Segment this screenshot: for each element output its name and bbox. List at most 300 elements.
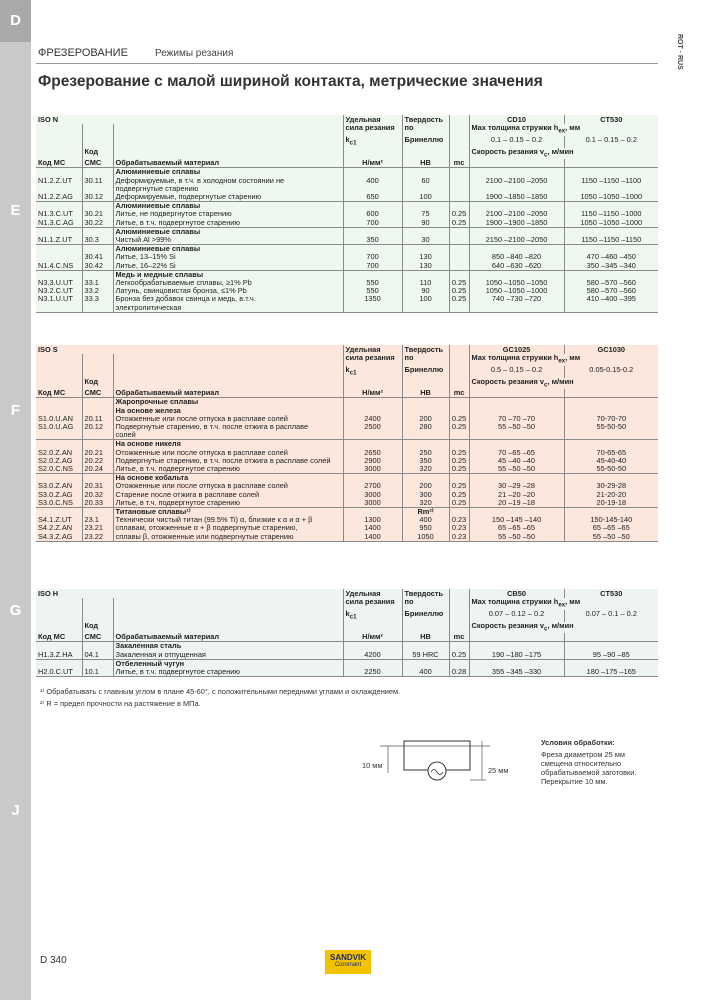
table-row (36, 457, 658, 465)
material-name: Литье, в т.ч. подвергнутое старению (113, 465, 343, 474)
material-code: S2.0.Z.AN (36, 449, 82, 457)
mc-value: 0.25 (449, 287, 469, 295)
group-title: На основе никеля (113, 440, 343, 449)
group-row (36, 168, 658, 177)
header-row (36, 345, 658, 354)
spec-force-header (343, 354, 402, 366)
spec-force-header (343, 366, 402, 378)
specific-cutting-force: 2250 (343, 668, 402, 677)
speed-grade-2: 55 –50 –50 (564, 533, 658, 542)
material-code: S2.0.Z.AG (36, 457, 82, 465)
material-code (36, 253, 82, 261)
speed-grade-2: 580 –570 –560 (564, 279, 658, 287)
table-row (36, 304, 658, 313)
specific-cutting-force: 3000 (343, 491, 402, 499)
spec-force-header (343, 136, 402, 148)
hardness-note (402, 227, 449, 236)
group-row (36, 245, 658, 254)
specific-cutting-force: 2500 (343, 423, 402, 431)
cmc-header: СМС (82, 159, 113, 168)
section-title: ФРЕЗЕРОВАНИЕ (38, 47, 128, 59)
speed-grade-1: 55 –50 –50 (469, 423, 564, 431)
speed-grade-2: 1050 –1050 –1000 (564, 193, 658, 202)
spec-symbol: k (345, 135, 350, 144)
table-row (36, 287, 658, 295)
footnote-1: ¹⁾ Обрабатывать с главным углом в плане 45-60°, с положительными передними углами и охлаждением. (40, 687, 401, 696)
spec-line: Удельная (345, 345, 381, 354)
table-row (36, 279, 658, 287)
table-row (36, 295, 658, 303)
group-row (36, 508, 658, 517)
specific-cutting-force: 3000 (343, 465, 402, 474)
material-name: Технически чистый титан (99.5% Ti) α, близкие к α и α + β (113, 516, 343, 524)
material-code: N1.4.C.NS (36, 262, 82, 271)
mc-value: 0.25 (449, 210, 469, 218)
spec-sub: c1 (349, 369, 357, 377)
hardness-note (402, 270, 449, 279)
iso-label: ISO H (36, 589, 343, 598)
material-code: S3.0.Z.AN (36, 482, 82, 490)
specific-cutting-force: 350 (343, 236, 402, 245)
table-row (36, 415, 658, 423)
specific-cutting-force: 2650 (343, 449, 402, 457)
sidebar-tab-f[interactable]: F (10, 402, 21, 419)
cutter-circle (428, 762, 446, 780)
cutting-speed-header (469, 378, 658, 390)
spec-force-header (343, 345, 402, 354)
vc-unit: , м/мин (547, 621, 574, 630)
hex-values-2: 0.1 – 0.15 – 0.2 (564, 136, 658, 148)
cmc-code: 30.42 (82, 262, 113, 271)
hex-values-1: 0.07 – 0.12 – 0.2 (469, 610, 564, 622)
group-title: Медь и медные сплавы (113, 270, 343, 279)
vc-sub: c (544, 381, 548, 389)
sidebar-tab-d[interactable]: D (10, 12, 21, 29)
hex-unit: , мм (565, 124, 581, 133)
vc-sub: c (544, 151, 548, 159)
hardness-header (402, 115, 449, 124)
grade-1-header: GC1025 (469, 345, 564, 354)
specific-cutting-force: 550 (343, 287, 402, 295)
vc-unit: , м/мин (547, 377, 574, 386)
table-row (36, 465, 658, 474)
header-row (36, 633, 658, 642)
speed-grade-2: 470 –460 –450 (564, 253, 658, 261)
material-name: Литье, в т.ч. подвергнутое старению (113, 219, 343, 228)
material-name: Литье, в т.ч. подвергнутое старению (113, 499, 343, 508)
cmc-code: 20.22 (82, 457, 113, 465)
milling-diagram (360, 738, 520, 788)
group-row (36, 227, 658, 236)
header-row (36, 366, 658, 378)
mc-value: 0.25 (449, 449, 469, 457)
iso-n-table (36, 115, 658, 313)
specific-cutting-force: 4200 (343, 651, 402, 660)
hardness-value: 950 (402, 524, 449, 532)
mc-header: mc (449, 389, 469, 398)
sidebar-tab-g[interactable]: G (9, 602, 22, 619)
hex-unit: , мм (565, 354, 581, 363)
material-code: N3.3.U.UT (36, 279, 82, 287)
hardness-line: по (404, 124, 414, 133)
speed-grade-2: 65 –65 –65 (564, 524, 658, 532)
hex-sub: ex (558, 601, 566, 609)
cmc-code: 20.21 (82, 449, 113, 457)
hardness-note (402, 202, 449, 211)
cmc-header: СМС (82, 633, 113, 642)
cmc-code: 30.22 (82, 219, 113, 228)
hardness-note (402, 407, 449, 415)
hardness-line: Твердость (404, 589, 444, 598)
speed-grade-1: 55 –50 –50 (469, 533, 564, 542)
vc-unit: , м/мин (547, 147, 574, 156)
material-name: Литье, 16–22% Si (113, 262, 343, 271)
spec-line: сила резания (345, 354, 395, 363)
vc-text: Скорость резания v (471, 621, 545, 630)
material-code: N3.1.U.UT (36, 295, 82, 303)
mc-value (449, 193, 469, 202)
table-row (36, 262, 658, 271)
speed-grade-2: 45-40-40 (564, 457, 658, 465)
conditions-line: смещена относительно (541, 759, 622, 768)
specific-cutting-force: 1300 (343, 516, 402, 524)
speed-grade-1: 850 –840 –820 (469, 253, 564, 261)
speed-grade-1: 740 –730 –720 (469, 295, 564, 303)
specific-cutting-force: 700 (343, 262, 402, 271)
material-code: S1.0.U.AG (36, 423, 82, 431)
table-row (36, 253, 658, 261)
material-name: Бронза без добавок свинца и медь, в.т.ч. (113, 295, 343, 303)
cmc-code: 23.22 (82, 533, 113, 542)
hex-text: Max толщина стружки h (471, 124, 559, 133)
mc-value: 0.25 (449, 457, 469, 465)
speed-grade-2: 1050 –1050 –1000 (564, 219, 658, 228)
cmc-code: 20.11 (82, 415, 113, 423)
specific-cutting-force: 550 (343, 279, 402, 287)
hardness-value: 300 (402, 491, 449, 499)
hardness-unit-header: HB (402, 159, 449, 168)
vc-sub: c (544, 625, 548, 633)
specific-cutting-force: 2700 (343, 482, 402, 490)
speed-grade-2: 21-20-20 (564, 491, 658, 499)
speed-grade-1: 190 –180 –175 (469, 651, 564, 660)
iso-h-table (36, 589, 658, 677)
material-name: Старение после отжига в расплаве солей (113, 491, 343, 499)
blank-cell (449, 115, 469, 124)
hardness-header (402, 366, 449, 378)
table-row (36, 668, 658, 677)
table-row (36, 236, 658, 245)
cmc-code: 30.11 (82, 177, 113, 185)
spec-line: Удельная (345, 589, 381, 598)
header-row (36, 115, 658, 124)
table-row (36, 516, 658, 524)
cmc-code: 33.3 (82, 295, 113, 303)
hardness-value: 75 (402, 210, 449, 218)
speed-grade-2: 95 –90 –85 (564, 651, 658, 660)
mc-header: mc (449, 159, 469, 168)
mc-value: 0.25 (449, 423, 469, 431)
hardness-note (402, 659, 449, 668)
spec-force-header (343, 115, 402, 124)
mc-value (449, 253, 469, 261)
material-name: Деформируемые, в т.ч. в холодном состоянии не (113, 177, 343, 185)
material-code: S4.2.Z.AN (36, 524, 82, 532)
material-name: Литье, не подвергнутое старению (113, 210, 343, 218)
material-name: сплавы β, отожженные или подвергнутые старению (113, 533, 343, 542)
code-header: Код МС (36, 159, 82, 168)
footnote-2: ²⁾ R = предел прочности на растяжение в МПа. (40, 699, 201, 708)
hardness-header (402, 598, 449, 610)
speed-grade-1: 2100 –2100 –2050 (469, 177, 564, 185)
specific-cutting-force: 700 (343, 219, 402, 228)
table-row (36, 177, 658, 185)
cmc-code: 23.21 (82, 524, 113, 532)
group-title: Титановые сплавы¹⁾ (113, 508, 343, 517)
conditions-line: Фреза диаметром 25 мм (541, 750, 625, 759)
speed-grade-1: 150 –145 –140 (469, 516, 564, 524)
cmc-code: 30.41 (82, 253, 113, 261)
speed-grade-1: 21 –20 –20 (469, 491, 564, 499)
specific-cutting-force: 1400 (343, 524, 402, 532)
hex-values-2: 0.07 – 0.1 – 0.2 (564, 610, 658, 622)
speed-grade-2: 350 –345 –340 (564, 262, 658, 271)
material-name: Чистый Al >99% (113, 236, 343, 245)
spec-sub: c1 (349, 139, 357, 147)
iso-s-table (36, 345, 658, 542)
grade-1-header: CB50 (469, 589, 564, 598)
material-header: Обрабатываемый материал (113, 159, 343, 168)
hardness-line: Бринеллю (404, 365, 444, 374)
specific-cutting-force: 650 (343, 193, 402, 202)
group-title: Отбеленный чугун (113, 659, 343, 668)
group-title: Алюминиевые сплавы (113, 168, 343, 177)
spec-force-header (343, 598, 402, 610)
force-unit-header: Н/мм² (343, 389, 402, 398)
header-row (36, 378, 658, 390)
hardness-line: по (404, 598, 414, 607)
hardness-value: 60 (402, 177, 449, 185)
table-row (36, 219, 658, 228)
cmc-code: 20.12 (82, 423, 113, 431)
mc-header: mc (449, 633, 469, 642)
hardness-value: 320 (402, 499, 449, 508)
mc-value: 0.23 (449, 524, 469, 532)
speed-grade-1: 55 –50 –50 (469, 465, 564, 474)
material-name: Легкообрабатываемые сплавы, ≥1% Pb (113, 279, 343, 287)
header-row (36, 589, 658, 598)
sidebar (0, 0, 31, 1000)
table-row (36, 499, 658, 508)
group-row (36, 407, 658, 415)
hardness-value: 350 (402, 457, 449, 465)
grade-2-header: GC1030 (564, 345, 658, 354)
group-title: Алюминиевые сплавы (113, 245, 343, 254)
hardness-header (402, 610, 449, 622)
material-code: N1.2.Z.AG (36, 193, 82, 202)
cmc-code: 20.32 (82, 491, 113, 499)
mc-value: 0.25 (449, 491, 469, 499)
chip-thickness-header (469, 598, 658, 610)
hex-text: Max толщина стружки h (471, 598, 559, 607)
hardness-value: 400 (402, 668, 449, 677)
page-title: Фрезерование с малой шириной контакта, метрические значения (38, 73, 543, 90)
specific-cutting-force: 2400 (343, 415, 402, 423)
specific-cutting-force: 2900 (343, 457, 402, 465)
table-row (36, 651, 658, 660)
speed-grade-2: 180 –175 –165 (564, 668, 658, 677)
code-header: Код МС (36, 389, 82, 398)
material-code: N1.1.Z.UT (36, 236, 82, 245)
spec-line: сила резания (345, 124, 395, 133)
specific-cutting-force: 1400 (343, 533, 402, 542)
diagram-label-25: 25 мм (488, 766, 509, 775)
speed-grade-2: 1150 –1150 –1100 (564, 177, 658, 185)
spec-force-header (343, 610, 402, 622)
hardness-note (402, 642, 449, 651)
table-row (36, 210, 658, 218)
material-code: S3.0.Z.AG (36, 491, 82, 499)
iso-label: ISO S (36, 345, 343, 354)
hardness-value: 110 (402, 279, 449, 287)
hardness-note (402, 474, 449, 483)
hardness-value: 200 (402, 415, 449, 423)
page-number: D 340 (40, 955, 67, 966)
cmc-code: 04.1 (82, 651, 113, 660)
sandvik-logo[interactable] (325, 950, 371, 974)
header-row (36, 159, 658, 168)
speed-grade-1: 20 –19 –18 (469, 499, 564, 508)
hardness-note (402, 440, 449, 449)
hardness-value: 100 (402, 295, 449, 303)
speed-grade-2: 410 –400 –395 (564, 295, 658, 303)
material-code: N1.3.C.UT (36, 210, 82, 218)
material-header: Обрабатываемый материал (113, 633, 343, 642)
speed-grade-1: 45 –40 –40 (469, 457, 564, 465)
speed-grade-2: 70-65-65 (564, 449, 658, 457)
specific-cutting-force: 600 (343, 210, 402, 218)
header-divider (36, 63, 658, 64)
specific-cutting-force: 700 (343, 253, 402, 261)
hardness-header (402, 354, 449, 366)
hardness-value: 320 (402, 465, 449, 474)
hardness-header (402, 345, 449, 354)
hardness-unit-header: HB (402, 389, 449, 398)
material-name: Отожженные или после отпуска в расплаве солей (113, 482, 343, 490)
group-row (36, 270, 658, 279)
cmc-code: 30.12 (82, 193, 113, 202)
speed-grade-1: 70 –70 –70 (469, 415, 564, 423)
code-header: Код МС (36, 633, 82, 642)
group-row (36, 474, 658, 483)
cmc-code: 20.33 (82, 499, 113, 508)
sidebar-tab-j[interactable]: J (11, 802, 20, 819)
group-row (36, 440, 658, 449)
speed-grade-1: 1900 –1900 –1850 (469, 219, 564, 228)
header-row (36, 610, 658, 622)
material-name: Подвергнутые старению, в т.ч. после отжига в расплаве (113, 423, 343, 431)
speed-grade-1: 2100 –2100 –2050 (469, 210, 564, 218)
cmc-code: 20.31 (82, 482, 113, 490)
chip-thickness-header (469, 354, 658, 366)
material-code: H1.3.Z.HA (36, 651, 82, 660)
vc-text: Скорость резания v (471, 377, 545, 386)
table-row (36, 491, 658, 499)
speed-grade-2: 1150 –1150 –1000 (564, 210, 658, 218)
hardness-value: 250 (402, 449, 449, 457)
material-code: H2.0.C.UT (36, 668, 82, 677)
cmc-code: 23.1 (82, 516, 113, 524)
hardness-value: 30 (402, 236, 449, 245)
hex-sub: ex (558, 127, 566, 135)
mc-value: 0.25 (449, 465, 469, 474)
cutting-speed-header (469, 622, 658, 634)
speed-grade-1: 30 –29 –28 (469, 482, 564, 490)
material-name: Литье, в т.ч. подвергнутое старению (113, 668, 343, 677)
cmc-header: Код (82, 378, 113, 390)
speed-grade-2: 30-29-28 (564, 482, 658, 490)
spec-force-header (343, 589, 402, 598)
mc-value: 0.25 (449, 279, 469, 287)
logo-line-2: Coromant (334, 962, 362, 968)
mc-value: 0.23 (449, 533, 469, 542)
table-row (36, 193, 658, 202)
hardness-line: Твердость (404, 345, 444, 354)
vc-text: Скорость резания v (471, 147, 545, 156)
hex-values-1: 0.5 – 0.15 – 0.2 (469, 366, 564, 378)
subsection-title: Режимы резания (155, 48, 234, 59)
group-title: Жаропрочные сплавы (113, 398, 343, 407)
mc-value: 0.25 (449, 295, 469, 303)
material-name: Закаленная и отпущенная (113, 651, 343, 660)
hex-values-1: 0.1 – 0.15 – 0.2 (469, 136, 564, 148)
hardness-note (402, 398, 449, 407)
hardness-value: 280 (402, 423, 449, 431)
speed-grade-1: 2150 –2100 –2050 (469, 236, 564, 245)
material-header: Обрабатываемый материал (113, 389, 343, 398)
hex-values-2: 0.05-0.15-0.2 (564, 366, 658, 378)
material-code: S2.0.C.NS (36, 465, 82, 474)
material-name: сплавам, отожженные α + β подвергнутые старению, (113, 524, 343, 532)
material-name: Отожженные или после отпуска в расплаве солей (113, 415, 343, 423)
cmc-code: 33.2 (82, 287, 113, 295)
speed-grade-2: 1150 –1150 –1150 (564, 236, 658, 245)
speed-grade-1: 1050 –1050 –1050 (469, 279, 564, 287)
hardness-value: 100 (402, 193, 449, 202)
header-row (36, 598, 658, 610)
speed-grade-2: 580 –570 –560 (564, 287, 658, 295)
mc-value: 0.25 (449, 499, 469, 508)
material-name: подвергнутые старению (113, 185, 343, 193)
hardness-line: по (404, 354, 414, 363)
mc-value (449, 236, 469, 245)
group-title: На основе железа (113, 407, 343, 415)
hardness-note (402, 245, 449, 254)
hardness-line: Твердость (404, 115, 444, 124)
material-code: N1.2.Z.UT (36, 177, 82, 185)
sidebar-tab-e[interactable]: E (10, 202, 21, 219)
iso-label: ISO N (36, 115, 343, 124)
mc-value: 0.25 (449, 651, 469, 660)
hardness-header (402, 124, 449, 136)
table-row (36, 482, 658, 490)
diagram-label-10: 10 мм (362, 761, 383, 770)
speed-grade-2: 55-50-50 (564, 423, 658, 431)
material-code: N3.2.C.UT (36, 287, 82, 295)
hardness-value: 90 (402, 287, 449, 295)
specific-cutting-force: 1350 (343, 295, 402, 303)
cmc-code: 20.24 (82, 465, 113, 474)
